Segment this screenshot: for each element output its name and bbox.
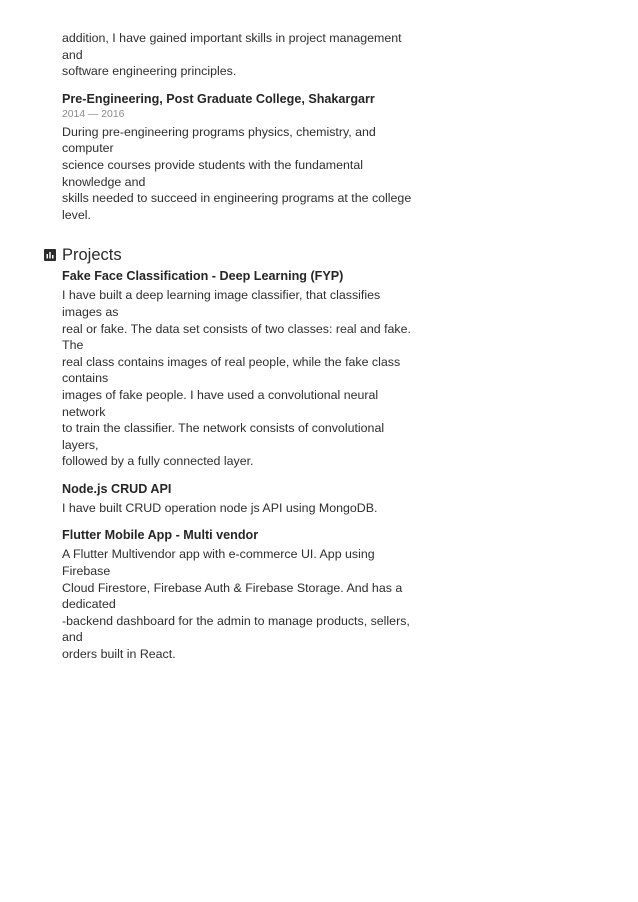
project-description: I have built a deep learning image classifier, that classifies images as real or fake. The data set consists of two classes: real and fake. The real class contains images of real people, while the fake class contains images of fake people. I have used a convolutional neural network to train the classifier. The network consists of convolutional layers, followed by a fully connected layer. (62, 288, 411, 469)
project-item (62, 481, 422, 517)
project-description: I have built CRUD operation node js API using MongoDB. (62, 500, 378, 515)
education-entry (62, 91, 422, 224)
education-entry-date: 2014 — 2016 (62, 108, 125, 120)
project-title: Flutter Mobile App - Multi vendor (62, 528, 259, 543)
projects-section-header (62, 245, 422, 267)
bar-chart-icon (44, 249, 56, 261)
project-description: A Flutter Multivendor app with e-commerce UI. App using Firebase Cloud Firestore, Firebase Auth & Firebase Storage. And has a dedicated -backend dashboard for the admin to manage products, sellers, and orders built in React. (62, 547, 410, 662)
resume-page (62, 30, 422, 663)
education-previous-description-tail: addition, I have gained important skills in project management and software engineering principles. (62, 31, 402, 79)
projects-section-title: Projects (62, 246, 122, 265)
project-title: Fake Face Classification - Deep Learning (FYP) (62, 269, 344, 284)
project-item (62, 268, 422, 470)
education-entry-title: Pre-Engineering, Post Graduate College, Shakargarr (62, 91, 375, 106)
project-item (62, 527, 422, 662)
education-entry-description: During pre-engineering programs physics, chemistry, and computer science courses provide students with the fundamental knowledge and skills needed to succeed in engineering programs at the college level. (62, 124, 412, 222)
project-title: Node.js CRUD API (62, 481, 172, 496)
